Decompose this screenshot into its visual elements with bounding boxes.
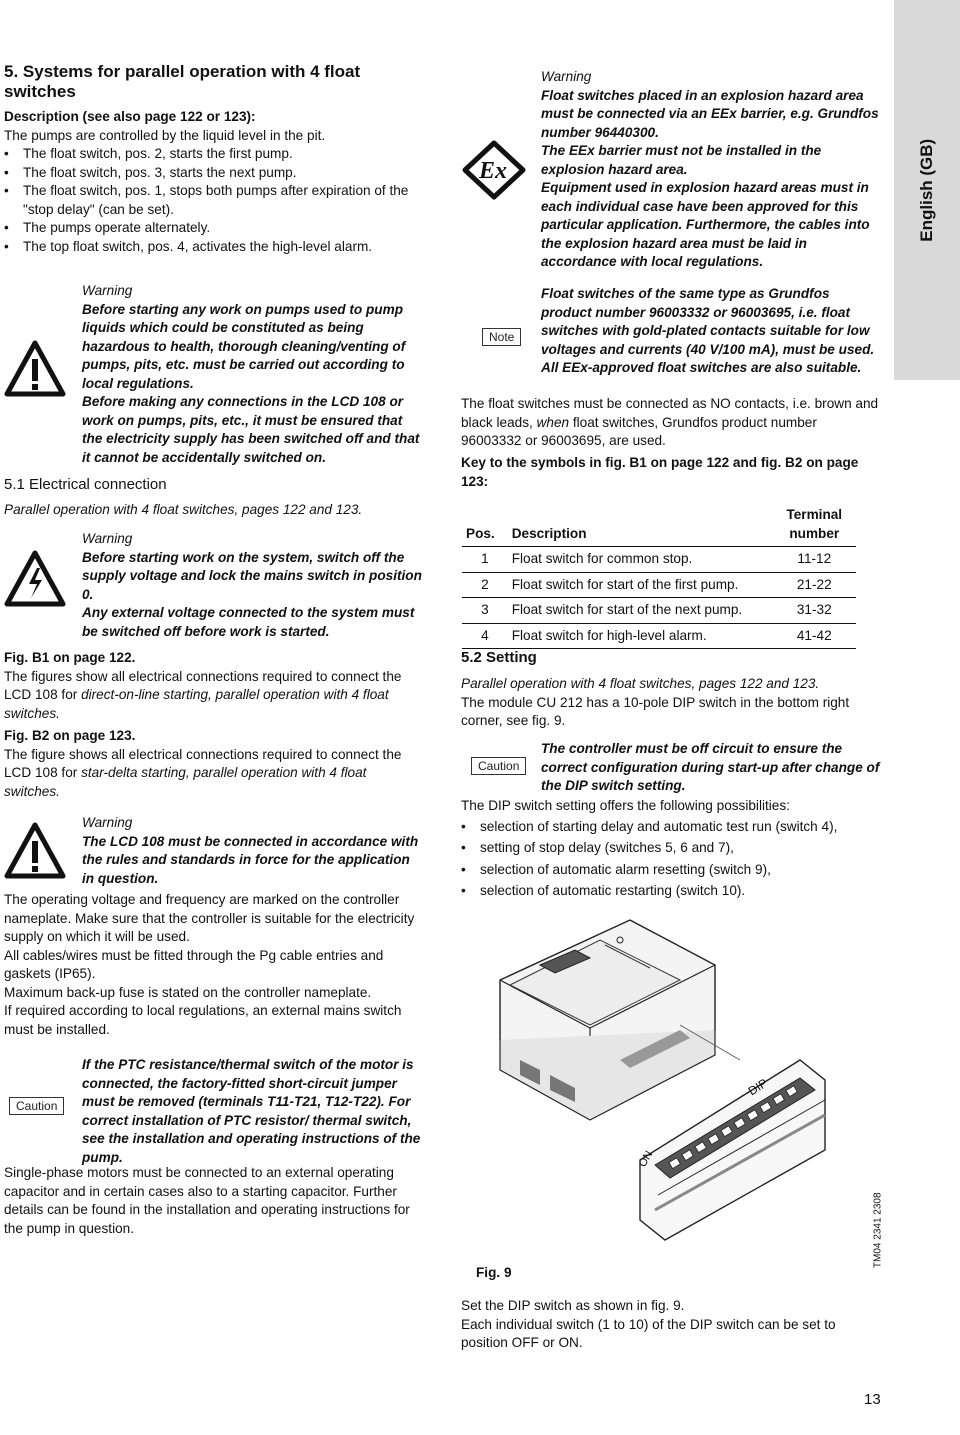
- list-item: • setting of stop delay (switches 5, 6 and 7),: [461, 839, 881, 858]
- table-cell-description: Float switch for common stop.: [508, 547, 773, 573]
- warning3-box: [82, 814, 422, 888]
- section51-subtitle: Parallel operation with 4 float switches, pages 122 and 123.: [4, 502, 363, 517]
- warning1-label: Warning: [82, 283, 133, 298]
- warning2-text-2: Any external voltage connected to the system must be switched off before work is started.: [82, 605, 415, 639]
- warning3-text-1: The LCD 108 must be connected in accordance with the rules and standards in force for the application in question.: [82, 833, 419, 886]
- single-phase-paragraph: Single-phase motors must be connected to an external operating capacitor and in certain cases also to a starting capacitor. Further details can be found in the installation and operating instructions for the pump in question.: [4, 1165, 410, 1236]
- no-contacts-paragraph: [461, 395, 881, 451]
- table-cell-description: Float switch for start of the first pump.: [508, 572, 773, 598]
- figure9-controller-illustration: [480, 910, 850, 1245]
- warning2-text-1: Before starting work on the system, switch off the supply voltage and lock the mains switch in position 0.: [82, 549, 422, 602]
- description-bullet-list: [4, 145, 419, 256]
- dip-intro: The DIP switch setting offers the following possibilities:: [461, 798, 790, 813]
- list-item: • selection of automatic alarm resetting (switch 9),: [461, 861, 881, 880]
- ex-explosion-icon: [462, 140, 526, 200]
- on-label: ON: [636, 1148, 656, 1170]
- fig-b2-text-b: star-delta starting, parallel operation with 4 float switches.: [4, 765, 367, 799]
- no-contacts-b: when: [536, 414, 570, 430]
- list-item: • selection of automatic restarting (switch 10).: [461, 882, 881, 901]
- list-item: • The pumps operate alternately.: [4, 219, 419, 238]
- table-cell-terminal: 11-12: [773, 547, 856, 573]
- body-paragraph: The operating voltage and frequency are marked on the controller nameplate. Make sure that the controller is suitable for the electricity supply on which it will be used.: [4, 892, 415, 944]
- section5-description: [4, 108, 419, 256]
- caution2-text: The controller must be off circuit to ensure the correct configuration during start-up after change of the DIP switch setting.: [541, 741, 880, 793]
- table-cell-description: Float switch for high-level alarm.: [508, 623, 773, 649]
- dip-possibilities: [461, 797, 881, 901]
- list-item: • The top float switch, pos. 4, activates the high-level alarm.: [4, 238, 419, 257]
- warning-triangle-icon: [4, 340, 66, 398]
- warning3-label: Warning: [82, 815, 133, 830]
- key-table: [462, 503, 856, 649]
- caution1-text: If the PTC resistance/thermal switch of the motor is connected, the factory-fitted short-circuit jumper must be removed (terminals T11-T21, T12-T22). For correct installation of PTC resistor/ thermal switch, see the installation and operating instructions of the pump.: [82, 1057, 421, 1165]
- figure9-caption: Fig. 9: [476, 1265, 512, 1280]
- table-cell-pos: 4: [462, 623, 508, 649]
- fig-b1-text-a: The figures show all electrical connections required to connect the LCD 108 for: [4, 668, 402, 702]
- table-cell-pos: 3: [462, 598, 508, 624]
- note1-text: Float switches of the same type as Grundfos product number 96003332 or 96003695, i.e. float switches with gold-plated contacts suitable for low voltages and currents (40 V/100 mA), must be used. All EEx-approved float switches are also suitable.: [541, 286, 875, 375]
- body-paragraph: Each individual switch (1 to 10) of the DIP switch can be set to position OFF or ON.: [461, 1316, 836, 1350]
- table-cell-terminal: 41-42: [773, 623, 856, 649]
- list-item: • selection of starting delay and automatic test run (switch 4),: [461, 818, 881, 837]
- fig-b2-heading: Fig. B2 on page 123.: [4, 728, 136, 743]
- list-item: • The float switch, pos. 1, stops both pumps after expiration of the "stop delay" (can be set).: [4, 182, 419, 219]
- fig-b1-text-b: direct-on-line starting, parallel operation with 4 float switches.: [4, 687, 389, 721]
- table-header-terminal: Terminal number: [773, 503, 856, 547]
- table-header-pos: Pos.: [462, 503, 508, 547]
- ex-warning-text-3: Equipment used in explosion hazard areas must in each individual case have been approved for this particular application. Furthermore, the cables into the explosion hazard area must be laid in accordance with local regulations.: [541, 180, 870, 269]
- electrical-hazard-icon: [4, 550, 66, 608]
- description-heading: Description (see also page 122 or 123):: [4, 109, 256, 124]
- note-badge: Note: [482, 328, 521, 346]
- warning1-text-1: Before starting any work on pumps used to pump liquids which could be constituted as being hazardous to health, thorough cleaning/venting of pumps, pits, etc. must be carried out according to local regulations.: [82, 301, 406, 391]
- section52-subtitle: Parallel operation with 4 float switches, pages 122 and 123.: [461, 676, 820, 691]
- section51-title: 5.1 Electrical connection: [4, 476, 167, 493]
- key-heading: Key to the symbols in fig. B1 on page 122 and fig. B2 on page 123:: [461, 455, 859, 489]
- dip-label: DIP: [745, 1075, 771, 1099]
- list-item: • The float switch, pos. 3, starts the next pump.: [4, 164, 419, 183]
- caution-badge: Caution: [471, 757, 526, 775]
- no-contacts-a: The float switches must be connected as NO contacts, i.e. brown and black leads,: [461, 396, 879, 430]
- section51: [4, 475, 422, 520]
- table-row: [462, 547, 856, 573]
- fig-b-block: [4, 649, 424, 801]
- table-cell-pos: 2: [462, 572, 508, 598]
- fig-b1-heading: Fig. B1 on page 122.: [4, 650, 136, 665]
- warning-triangle-icon: [4, 822, 66, 880]
- section5-heading: [4, 62, 422, 102]
- table-cell-terminal: 21-22: [773, 572, 856, 598]
- warning1-box: [82, 282, 422, 467]
- section52-module-text: The module CU 212 has a 10-pole DIP switch in the bottom right corner, see fig. 9.: [461, 694, 850, 728]
- figure9-code: TM04 2341 2308: [872, 1192, 884, 1268]
- table-cell-pos: 1: [462, 547, 508, 573]
- list-item: • The float switch, pos. 2, starts the first pump.: [4, 145, 419, 164]
- svg-text:Ex: Ex: [478, 158, 508, 184]
- dip-bullet-list: [461, 818, 881, 901]
- ex-warning-label: Warning: [541, 69, 592, 84]
- fig-b2-text: [4, 746, 424, 802]
- after-figure-text: [461, 1297, 881, 1353]
- section5-title-line2: switches: [4, 82, 76, 101]
- body-paragraph: Set the DIP switch as shown in fig. 9.: [461, 1298, 685, 1313]
- section5-title-line1: 5. Systems for parallel operation with 4 float: [4, 62, 361, 81]
- fig-b2-text-a: The figure shows all electrical connections required to connect the LCD 108 for: [4, 746, 402, 780]
- table-header-description: Description: [508, 503, 773, 547]
- ex-warning-text-1: Float switches placed in an explosion hazard area must be connected via an EEx barrier, e.g. Grundfos number 96440300.: [541, 87, 879, 140]
- ex-warning-box: [541, 68, 881, 272]
- warning2-box: [82, 530, 422, 641]
- table-cell-description: Float switch for start of the next pump.: [508, 598, 773, 624]
- table-row: [462, 572, 856, 598]
- page-number: 13: [864, 1391, 881, 1408]
- body-paragraph: All cables/wires must be fitted through the Pg cable entries and gaskets (IP65).: [4, 947, 384, 981]
- body-paragraph: If required according to local regulations, an external mains switch must be installed.: [4, 1003, 402, 1037]
- body-paragraph: Maximum back-up fuse is stated on the controller nameplate.: [4, 984, 372, 1000]
- table-row: [462, 598, 856, 624]
- table-row: [462, 623, 856, 649]
- connection-requirements: [4, 891, 422, 1039]
- warning1-text-2: Before making any connections in the LCD 108 or work on pumps, pits, etc., it must be ensured that the electricity supply has been switched off and that it cannot be accidentally switched on.: [82, 394, 420, 465]
- warning2-label: Warning: [82, 531, 133, 546]
- no-contacts-c: float switches, Grundfos product number 96003332 or 96003695, are used.: [461, 414, 817, 448]
- description-intro: The pumps are controlled by the liquid level in the pit.: [4, 127, 326, 143]
- language-sidebar-label: English (GB): [916, 138, 936, 242]
- section52: [461, 648, 881, 731]
- table-cell-terminal: 31-32: [773, 598, 856, 624]
- caution-badge: Caution: [9, 1097, 64, 1115]
- section52-title: 5.2 Setting: [461, 649, 537, 666]
- ex-warning-text-2: The EEx barrier must not be installed in the explosion hazard area.: [541, 143, 822, 177]
- fig-b1-text: [4, 668, 424, 724]
